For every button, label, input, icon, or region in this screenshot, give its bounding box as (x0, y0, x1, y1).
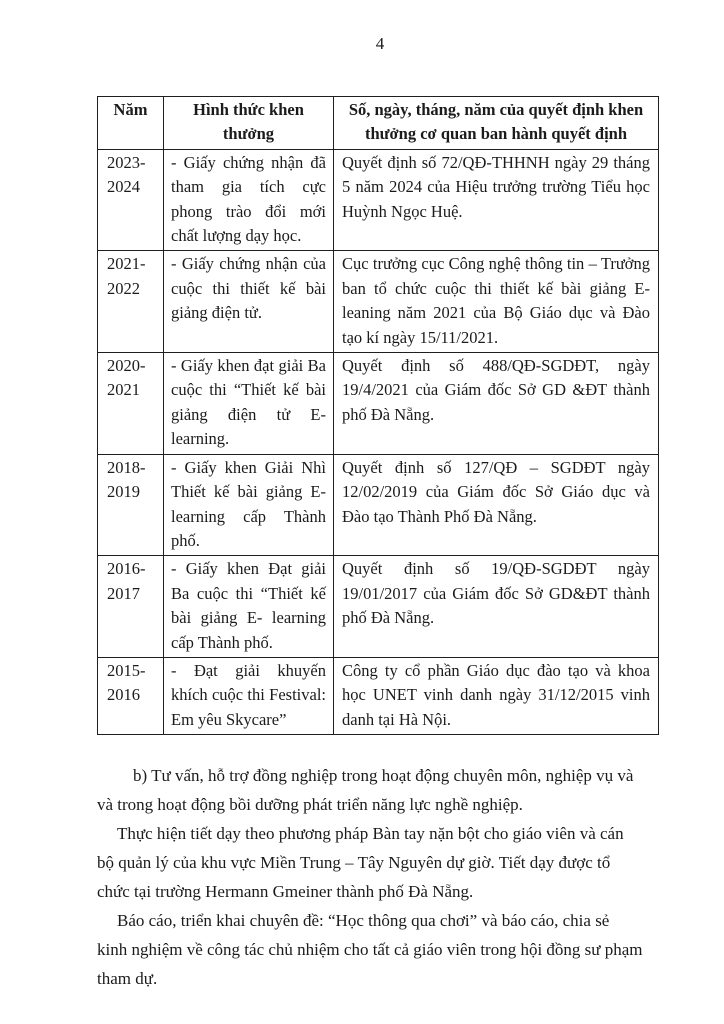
cell-form: - Giấy khen đạt giải Ba cuộc thi “Thiết kế bài giảng điện tử E-learning. (164, 353, 334, 455)
cell-year: 2015-2016 (98, 657, 164, 734)
page-content (97, 96, 683, 993)
cell-form: - Giấy chứng nhận đã tham gia tích cực phong trào đổi mới chất lượng dạy học. (164, 149, 334, 251)
body-text (97, 761, 683, 993)
cell-year: 2023-2024 (98, 149, 164, 251)
cell-year: 2020-2021 (98, 353, 164, 455)
table-row (98, 149, 659, 251)
paragraph-b-item (97, 761, 683, 819)
header-cell-form: Hình thức khen thưởng (164, 97, 334, 150)
paragraph-line: kinh nghiệm về công tác chủ nhiệm cho tất cả giáo viên trong hội đồng sư phạm (97, 940, 643, 960)
table-row (98, 353, 659, 455)
header-cell-year: Năm (98, 97, 164, 150)
table-header-row (98, 97, 659, 150)
cell-form: - Giấy chứng nhận của cuộc thi thiết kế bài giảng điện tử. (164, 251, 334, 353)
cell-form: - Giấy khen Đạt giải Ba cuộc thi “Thiết kế bài giảng E- learning cấp Thành phố. (164, 556, 334, 658)
cell-form: - Giấy khen Giải Nhì Thiết kế bài giảng E-learning cấp Thành phố. (164, 454, 334, 556)
table-row (98, 657, 659, 734)
table-row (98, 556, 659, 658)
commendation-table (97, 96, 659, 735)
cell-decision: Quyết định số 72/QĐ-THHNH ngày 29 tháng 5 năm 2024 của Hiệu trưởng trường Tiểu học Huỳnh Ngọc Huệ. (334, 149, 659, 251)
paragraph-line: tham dự. (97, 969, 158, 989)
table-row (98, 251, 659, 353)
paragraph-line: Thực hiện tiết dạy theo phương pháp Bàn tay nặn bột cho giáo viên và cán (117, 824, 624, 844)
paragraph-line: Báo cáo, triển khai chuyên đề: “Học thông qua chơi” và báo cáo, chia sẻ (117, 911, 610, 931)
page-number: 4 (375, 34, 385, 53)
paragraph-line: chức tại trường Hermann Gmeiner thành phố Đà Nẵng. (97, 882, 474, 902)
paragraph-line: và trong hoạt động bồi dưỡng phát triển năng lực nghề nghiệp. (97, 795, 523, 815)
cell-year: 2016-2017 (98, 556, 164, 658)
paragraph-line: bộ quản lý của khu vực Miền Trung – Tây Nguyên dự giờ. Tiết dạy được tổ (97, 853, 611, 873)
header-cell-decision: Số, ngày, tháng, năm của quyết định khen thưởng cơ quan ban hành quyết định (334, 97, 659, 150)
cell-decision: Quyết định số 19/QĐ-SGDĐT ngày 19/01/2017 của Giám đốc Sở GD&ĐT thành phố Đà Nẵng. (334, 556, 659, 658)
cell-decision: Công ty cổ phần Giáo dục đào tạo và khoa học UNET vinh danh ngày 31/12/2015 vinh danh tại Hà Nội. (334, 657, 659, 734)
cell-decision: Quyết định số 127/QĐ – SGDĐT ngày 12/02/2019 của Giám đốc Sở Giáo dục và Đào tạo Thành Phố Đà Nẵng. (334, 454, 659, 556)
cell-decision: Cục trưởng cục Công nghệ thông tin – Trưởng ban tổ chức cuộc thi thiết kế bài giảng E-leaning năm 2021 của Bộ Giáo dục và Đào tạo kí ngày 15/11/2021. (334, 251, 659, 353)
cell-year: 2018-2019 (98, 454, 164, 556)
cell-year: 2021-2022 (98, 251, 164, 353)
cell-form: - Đạt giải khuyến khích cuộc thi Festival: Em yêu Skycare” (164, 657, 334, 734)
paragraph-line: b) Tư vấn, hỗ trợ đồng nghiệp trong hoạt động chuyên môn, nghiệp vụ và (133, 766, 634, 786)
table-row (98, 454, 659, 556)
paragraph-report-sharing (97, 906, 683, 993)
cell-decision: Quyết định số 488/QĐ-SGDĐT, ngày 19/4/2021 của Giám đốc Sở GD &ĐT thành phố Đà Nẵng. (334, 353, 659, 455)
paragraph-teaching-demo (97, 819, 683, 906)
